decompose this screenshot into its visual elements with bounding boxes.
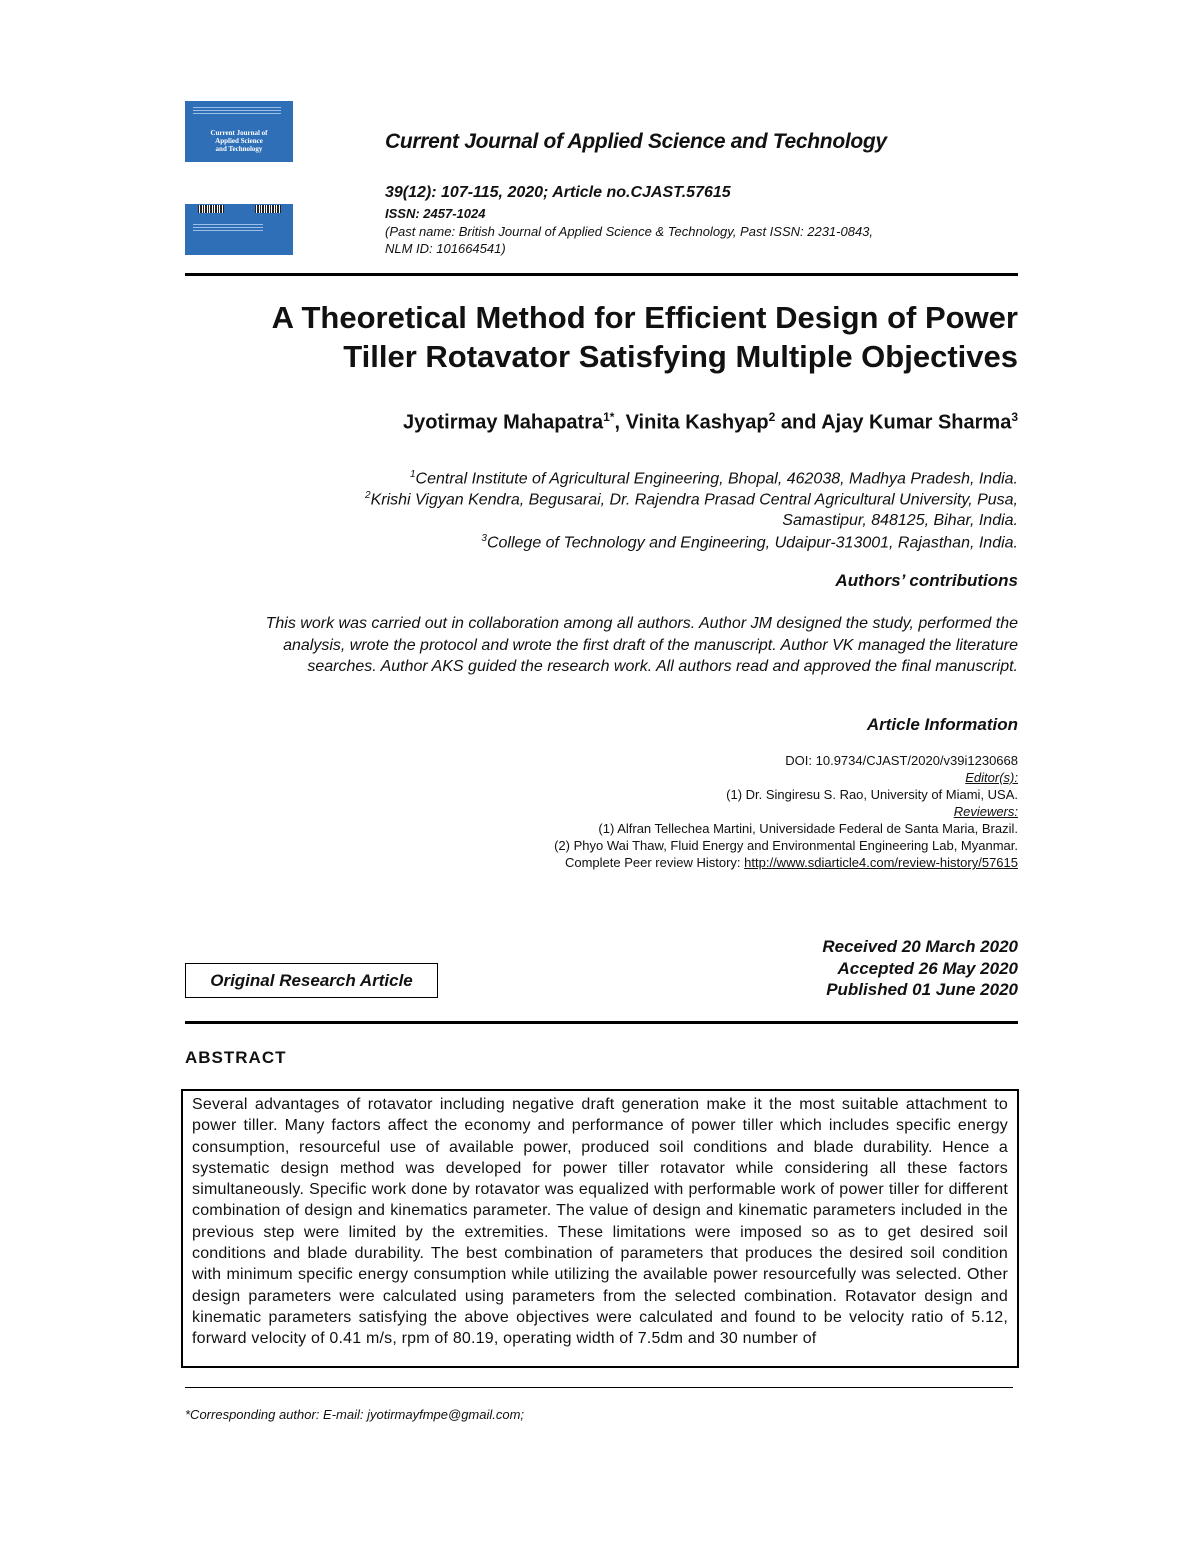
contributions-text: This work was carried out in collaboration among all authors. Author JM designed the study, performed the analysis, wrote the protocol and wrote the first draft of the manuscript. Author VK managed the literature searches. Author AKS guided the research work. All authors read and approved the final manuscript. xyxy=(265,615,1018,675)
doi: DOI: 10.9734/CJAST/2020/v39i1230668 xyxy=(785,753,1018,768)
reviewers-label: Reviewers: xyxy=(953,804,1018,819)
reviewer-2: (2) Phyo Wai Thaw, Fluid Energy and Environmental Engineering Lab, Myanmar. xyxy=(554,838,1018,853)
review-history-link[interactable]: http://www.sdiarticle4.com/review-history/57615 xyxy=(744,855,1018,870)
section-rule xyxy=(185,1021,1018,1024)
barcode-icon xyxy=(255,205,281,213)
author-sup: 3 xyxy=(1011,410,1018,424)
journal-cover-image xyxy=(185,101,293,162)
barcodes xyxy=(195,205,285,214)
accepted-date: Accepted 26 May 2020 xyxy=(837,958,1018,978)
author-sup: 1* xyxy=(603,410,615,424)
cover-text-lines xyxy=(193,224,263,233)
author-sup: 2 xyxy=(768,410,776,424)
journal-name: Current Journal of Applied Science and Technology xyxy=(385,130,887,153)
editor-1: (1) Dr. Singiresu S. Rao, University of Miami, USA. xyxy=(726,787,1018,802)
publication-dates xyxy=(822,936,1018,1001)
review-history: Complete Peer review History: http://www.sdiarticle4.com/review-history/57615 xyxy=(564,855,1018,870)
abstract-box xyxy=(181,1089,1019,1368)
cover-text-lines xyxy=(193,107,281,116)
contributions-heading: Authors’ contributions xyxy=(835,571,1018,590)
affiliation-3: $^3$College of Technology and Engineering, Udaipur-313001, Rajasthan, India. xyxy=(481,533,1018,552)
article-title: A Theoretical Method for Efficient Design of Power Tiller Rotavator Satisfying Multiple Objectives xyxy=(271,300,1018,374)
published-date: Published 01 June 2020 xyxy=(826,980,1018,999)
issn: ISSN: 2457-1024 xyxy=(385,206,486,221)
article-info-heading: Article Information xyxy=(866,715,1018,734)
abstract-text: Several advantages of rotavator including negative draft generation make it the most suitable attachment to power tiller. Many factors affect the economy and performance of power tiller which includes specific energy consumption, resourceful use of available power, produced soil conditions and blade durability. Hence a systematic design method was developed for power tiller rotavator while considering all these factors simultaneously. Specific work done by rotavator was equalized with performable work of power tiller for different combination of design and kinematics parameter. The value of design and kinematic parameters included in the previous step were limited by the extremities. These limitations were imposed so as to get desired soil conditions and blade durability. The best combination of parameters that produces the desired soil condition with minimum specific energy consumption while utilizing the available power resourcefully was selected. Other design parameters were calculated using parameters from the selected combination. Rotavator design and kinematic parameters satisfying the above objectives were calculated and found to be velocity ratio of 5.12, forward velocity of 0.41 m/s, rpm of 80.19, operating width of 7.5dm and 30 number of xyxy=(192,1096,1008,1348)
author-list: Jyotirmay Mahapatra$^{1*}$, Vinita Kashyap$^2$ and Ajay Kumar Sharma$^3$ xyxy=(403,410,1018,434)
author-name: Jyotirmay Mahapatra xyxy=(403,411,604,434)
citation: 39(12): 107-115, 2020; Article no.CJAST.57615 xyxy=(385,184,731,201)
barcode-icon xyxy=(198,205,224,213)
affiliation-1: $^1$Central Institute of Agricultural Engineering, Bhopal, 462038, Madhya Pradesh, India. xyxy=(409,469,1018,488)
author-name: Vinita Kashyap xyxy=(625,411,769,434)
past-name: (Past name: British Journal of Applied Science & Technology, Past ISSN: 2231-0843, NLM ID: 101664541) xyxy=(385,224,874,256)
affiliation-2: $^2$Krishi Vigyan Kendra, Begusarai, Dr. Rajendra Prasad Central Agricultural University, Pusa, Samastipur, 848125, Bihar, India. xyxy=(365,490,1018,530)
footnote-rule xyxy=(185,1387,1013,1388)
article-type-badge: Original Research Article xyxy=(185,963,438,998)
reviewer-1: (1) Alfran Tellechea Martini, Universidade Federal de Santa Maria, Brazil. xyxy=(598,821,1018,836)
author-name: Ajay Kumar Sharma xyxy=(821,411,1012,434)
corresponding-author-footnote: *Corresponding author: E-mail: jyotirmayfmpe@gmail.com; xyxy=(185,1407,525,1422)
received-date: Received 20 March 2020 xyxy=(822,937,1018,956)
editors-label: Editor(s): xyxy=(965,770,1018,785)
abstract-heading: ABSTRACT xyxy=(185,1048,287,1067)
header-rule xyxy=(185,273,1018,276)
cover-title: Current Journal of Applied Science and Technology xyxy=(210,129,268,153)
